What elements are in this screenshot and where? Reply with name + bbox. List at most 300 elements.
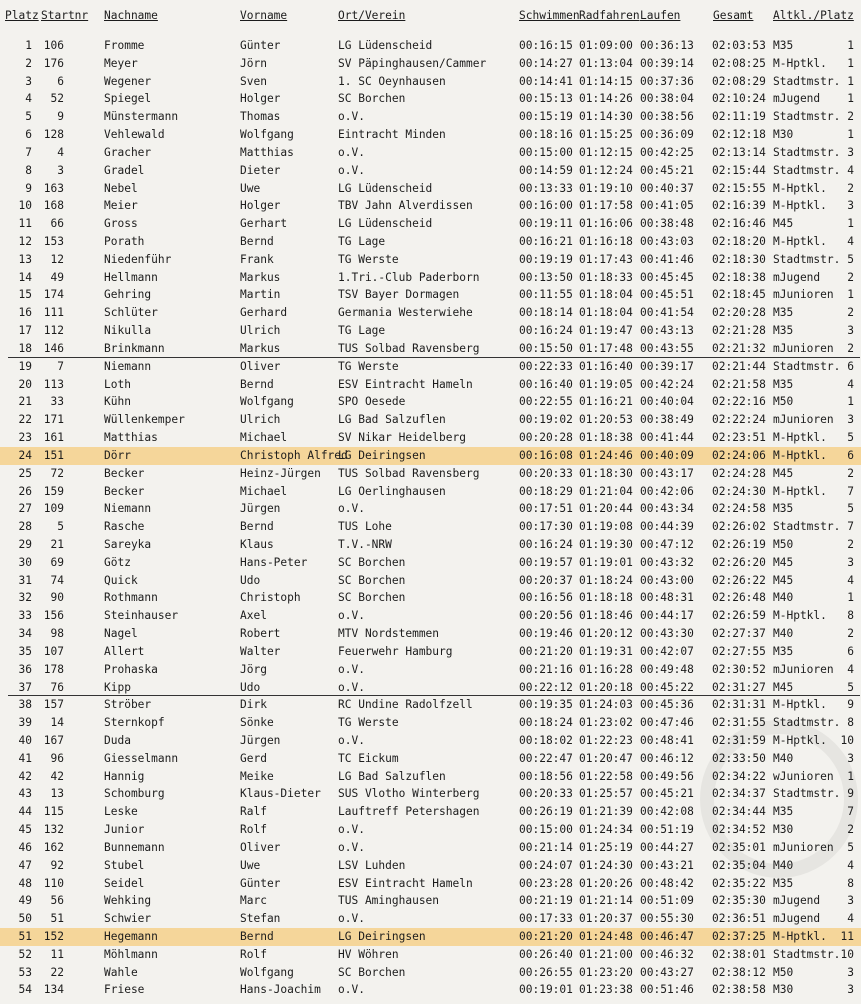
- cell-ak-platz: 4: [847, 573, 854, 587]
- cell-platz: 30: [18, 555, 32, 569]
- cell-vorname: Wolfgang: [240, 128, 294, 142]
- cell-ak-platz: 1: [847, 92, 854, 106]
- cell-nachname: Wüllenkemper: [104, 413, 185, 427]
- cell-altersklasse: M50: [773, 965, 794, 979]
- cell-radfahren: 01:20:37: [579, 912, 633, 926]
- cell-ak-platz: 5: [847, 840, 854, 854]
- cell-platz: 25: [18, 466, 32, 480]
- cell-radfahren: 01:09:00: [579, 39, 633, 52]
- cell-nachname: Junior: [104, 823, 145, 837]
- cell-ort-verein: T.V.-NRW: [338, 537, 392, 551]
- cell-radfahren: 01:19:10: [579, 181, 633, 195]
- cell-nachname: Meier: [104, 199, 138, 213]
- cell-startnr: 52: [50, 92, 64, 106]
- cell-startnr: 128: [43, 128, 64, 142]
- cell-vorname: Oliver: [240, 359, 281, 373]
- cell-radfahren: 01:19:01: [579, 555, 633, 569]
- cell-vorname: Jörg: [240, 662, 267, 676]
- cell-radfahren: 01:16:06: [579, 217, 633, 231]
- cell-platz: 1: [25, 39, 32, 52]
- cell-gesamt: 02:27:37: [712, 627, 766, 641]
- cell-ak-platz: 2: [847, 627, 854, 641]
- cell-ak-platz: 3: [847, 965, 854, 979]
- cell-platz: 12: [18, 235, 32, 249]
- cell-laufen: 00:43:32: [640, 555, 694, 569]
- cell-vorname: Wolfgang: [240, 965, 294, 979]
- cell-ak-platz: 1: [847, 128, 854, 142]
- cell-altersklasse: mJunioren: [773, 341, 834, 355]
- cell-laufen: 00:43:17: [640, 466, 694, 480]
- cell-ak-platz: 1: [847, 217, 854, 231]
- cell-platz: 48: [18, 876, 32, 890]
- cell-startnr: 134: [43, 983, 64, 997]
- cell-nachname: Quick: [104, 573, 138, 587]
- cell-schwimmen: 00:22:55: [519, 395, 573, 409]
- table-row: [0, 90, 861, 108]
- cell-ak-platz: 6: [847, 448, 854, 462]
- header-startnr: Startnr: [41, 9, 89, 22]
- cell-ort-verein: SC Borchen: [338, 573, 406, 587]
- cell-gesamt: 02:21:32: [712, 341, 766, 355]
- cell-radfahren: 01:24:03: [579, 698, 633, 712]
- cell-nachname: Wegener: [104, 74, 152, 88]
- cell-gesamt: 02:33:50: [712, 751, 766, 765]
- cell-platz: 23: [18, 431, 32, 445]
- cell-altersklasse: mJunioren: [773, 662, 834, 676]
- cell-schwimmen: 00:17:33: [519, 912, 573, 926]
- header-altersklasse-platz: Altkl./Platz: [773, 9, 854, 22]
- table-row: [0, 928, 861, 946]
- cell-nachname: Hellmann: [104, 270, 158, 284]
- cell-gesamt: 02:24:06: [712, 448, 766, 462]
- cell-gesamt: 02:31:27: [712, 680, 766, 694]
- cell-startnr: 161: [43, 431, 64, 445]
- cell-altersklasse: M40: [773, 858, 794, 872]
- cell-radfahren: 01:24:48: [579, 930, 633, 943]
- table-row: [0, 875, 861, 893]
- cell-platz: 31: [18, 573, 32, 587]
- cell-laufen: 00:40:04: [640, 395, 694, 409]
- cell-ak-platz: 2: [847, 270, 854, 284]
- cell-nachname: Gehring: [104, 288, 152, 302]
- cell-ort-verein: LG Bad Salzuflen: [338, 413, 446, 427]
- cell-vorname: Hans-Joachim: [240, 983, 321, 997]
- cell-vorname: Rolf: [240, 947, 267, 961]
- table-row: [0, 714, 861, 732]
- cell-gesamt: 02:16:46: [712, 217, 766, 231]
- cell-altersklasse: M30: [773, 983, 794, 997]
- cell-platz: 26: [18, 484, 32, 498]
- cell-radfahren: 01:21:00: [579, 947, 633, 961]
- cell-ak-platz: 1: [847, 591, 854, 605]
- cell-altersklasse: mJunioren: [773, 288, 834, 302]
- cell-altersklasse: M-Hptkl.: [773, 609, 827, 623]
- cell-platz: 14: [18, 270, 32, 284]
- cell-gesamt: 02:18:30: [712, 252, 766, 266]
- table-row: [0, 946, 861, 964]
- cell-gesamt: 02:26:59: [712, 609, 766, 623]
- cell-ak-platz: 2: [847, 537, 854, 551]
- cell-gesamt: 02:23:51: [712, 431, 766, 445]
- cell-gesamt: 02:27:55: [712, 644, 766, 658]
- cell-altersklasse: M40: [773, 591, 794, 605]
- cell-laufen: 00:41:44: [640, 431, 694, 445]
- table-row: [0, 251, 861, 269]
- table-row: [0, 500, 861, 518]
- cell-vorname: Udo: [240, 573, 261, 587]
- cell-schwimmen: 00:22:12: [519, 680, 573, 694]
- cell-ort-verein: SC Borchen: [338, 965, 406, 979]
- cell-platz: 17: [18, 324, 32, 338]
- cell-radfahren: 01:16:40: [579, 359, 633, 373]
- cell-laufen: 00:36:09: [640, 128, 694, 142]
- cell-radfahren: 01:13:04: [579, 56, 633, 70]
- cell-gesamt: 02:18:20: [712, 235, 766, 249]
- cell-radfahren: 01:18:46: [579, 609, 633, 623]
- cell-ak-platz: 8: [847, 876, 854, 890]
- cell-startnr: 163: [43, 181, 64, 195]
- cell-altersklasse: M45: [773, 217, 794, 231]
- cell-platz: 7: [25, 145, 32, 159]
- cell-ort-verein: SC Borchen: [338, 555, 406, 569]
- cell-nachname: Giesselmann: [104, 751, 179, 765]
- cell-platz: 40: [18, 733, 32, 747]
- cell-schwimmen: 00:16:15: [519, 39, 573, 52]
- cell-startnr: 156: [43, 609, 64, 623]
- cell-gesamt: 02:35:22: [712, 876, 766, 890]
- cell-altersklasse: mJugend: [773, 92, 821, 106]
- cell-schwimmen: 00:19:35: [519, 698, 573, 712]
- cell-nachname: Gross: [104, 217, 138, 231]
- cell-radfahren: 01:24:34: [579, 823, 633, 837]
- table-row: [0, 572, 861, 590]
- cell-gesamt: 02:21:28: [712, 324, 766, 338]
- cell-platz: 28: [18, 520, 32, 534]
- cell-gesamt: 02:12:18: [712, 128, 766, 142]
- cell-radfahren: 01:20:12: [579, 627, 633, 641]
- header-schwimmen: Schwimmen: [519, 9, 580, 22]
- cell-ort-verein: o.V.: [338, 983, 365, 997]
- cell-schwimmen: 00:19:11: [519, 217, 573, 231]
- cell-platz: 20: [18, 377, 32, 391]
- cell-platz: 49: [18, 894, 32, 908]
- cell-ort-verein: TG Werste: [338, 716, 399, 730]
- cell-startnr: 92: [50, 858, 64, 872]
- table-row: [0, 964, 861, 982]
- cell-altersklasse: M50: [773, 537, 794, 551]
- cell-radfahren: 01:16:18: [579, 235, 633, 249]
- cell-radfahren: 01:14:15: [579, 74, 633, 88]
- cell-laufen: 00:51:09: [640, 894, 694, 908]
- cell-nachname: Allert: [104, 644, 145, 658]
- cell-vorname: Gerhard: [240, 306, 288, 320]
- table-row: [0, 55, 861, 73]
- cell-platz: 19: [18, 359, 32, 373]
- cell-radfahren: 01:19:47: [579, 324, 633, 338]
- cell-startnr: 151: [43, 448, 64, 462]
- cell-laufen: 00:45:21: [640, 163, 694, 177]
- cell-ak-platz: 7: [847, 520, 854, 534]
- cell-gesamt: 02:38:58: [712, 983, 766, 997]
- cell-ort-verein: o.V.: [338, 502, 365, 516]
- cell-ort-verein: TBV Jahn Alverdissen: [338, 199, 473, 213]
- cell-laufen: 00:43:00: [640, 573, 694, 587]
- cell-laufen: 00:42:25: [640, 145, 694, 159]
- cell-ort-verein: Germania Westerwiehe: [338, 306, 473, 320]
- cell-altersklasse: mJugend: [773, 912, 821, 926]
- cell-startnr: 9: [57, 110, 64, 124]
- cell-gesamt: 02:38:01: [712, 947, 766, 961]
- cell-schwimmen: 00:19:57: [519, 555, 573, 569]
- cell-ak-platz: 4: [847, 912, 854, 926]
- cell-radfahren: 01:21:14: [579, 894, 633, 908]
- cell-altersklasse: M45: [773, 555, 794, 569]
- table-row: [0, 286, 861, 304]
- cell-nachname: Sareyka: [104, 537, 152, 551]
- cell-vorname: Markus: [240, 341, 281, 355]
- cell-schwimmen: 00:20:33: [519, 466, 573, 480]
- cell-gesamt: 02:26:20: [712, 555, 766, 569]
- cell-schwimmen: 00:20:56: [519, 609, 573, 623]
- cell-laufen: 00:40:37: [640, 181, 694, 195]
- cell-vorname: Martin: [240, 288, 281, 302]
- table-row: [0, 233, 861, 251]
- cell-ak-platz: 2: [847, 181, 854, 195]
- cell-gesamt: 02:36:51: [712, 912, 766, 926]
- cell-ak-platz: 8: [847, 609, 854, 623]
- table-row: [0, 554, 861, 572]
- table-row: [0, 304, 861, 322]
- cell-startnr: 7: [57, 359, 64, 373]
- cell-platz: 52: [18, 947, 32, 961]
- cell-gesamt: 02:21:58: [712, 377, 766, 391]
- cell-laufen: 00:47:12: [640, 537, 694, 551]
- cell-ak-platz: 11: [840, 930, 854, 943]
- cell-platz: 43: [18, 787, 32, 801]
- cell-vorname: Matthias: [240, 145, 294, 159]
- cell-radfahren: 01:16:28: [579, 662, 633, 676]
- cell-gesamt: 02:22:16: [712, 395, 766, 409]
- cell-platz: 9: [25, 181, 32, 195]
- cell-nachname: Bunnemann: [104, 840, 165, 854]
- cell-startnr: 66: [50, 217, 64, 231]
- cell-vorname: Bernd: [240, 930, 274, 943]
- cell-altersklasse: Stadtmstr.: [773, 252, 841, 266]
- cell-ak-platz: 3: [847, 983, 854, 997]
- cell-ak-platz: 6: [847, 359, 854, 373]
- cell-laufen: 00:38:48: [640, 217, 694, 231]
- cell-nachname: Matthias: [104, 431, 158, 445]
- table-row: [0, 322, 861, 340]
- cell-vorname: Thomas: [240, 110, 281, 124]
- cell-laufen: 00:39:14: [640, 56, 694, 70]
- cell-schwimmen: 00:26:55: [519, 965, 573, 979]
- cell-ak-platz: 1: [847, 39, 854, 52]
- cell-ak-platz: 1: [847, 769, 854, 783]
- cell-ort-verein: LSV Luhden: [338, 858, 406, 872]
- cell-startnr: 113: [43, 377, 64, 391]
- cell-ort-verein: o.V.: [338, 110, 365, 124]
- cell-gesamt: 02:22:24: [712, 413, 766, 427]
- cell-radfahren: 01:19:08: [579, 520, 633, 534]
- cell-nachname: Niemann: [104, 359, 152, 373]
- cell-radfahren: 01:22:23: [579, 733, 633, 747]
- table-row: [0, 857, 861, 875]
- table-row: [0, 661, 861, 679]
- cell-ort-verein: TG Lage: [338, 324, 386, 338]
- cell-platz: 38: [18, 698, 32, 712]
- cell-vorname: Walter: [240, 644, 281, 658]
- cell-radfahren: 01:20:44: [579, 502, 633, 516]
- header-vorname: Vorname: [240, 9, 288, 22]
- cell-startnr: 167: [43, 733, 64, 747]
- cell-ort-verein: o.V.: [338, 680, 365, 694]
- cell-startnr: 111: [43, 306, 64, 320]
- cell-gesamt: 02:11:19: [712, 110, 766, 124]
- cell-gesamt: 02:34:22: [712, 769, 766, 783]
- cell-altersklasse: mJugend: [773, 894, 821, 908]
- cell-ort-verein: o.V.: [338, 163, 365, 177]
- cell-gesamt: 02:34:44: [712, 805, 766, 819]
- cell-altersklasse: M35: [773, 644, 794, 658]
- cell-nachname: Stubel: [104, 858, 145, 872]
- cell-altersklasse: M-Hptkl.: [773, 56, 827, 70]
- cell-nachname: Wehking: [104, 894, 152, 908]
- cell-nachname: Dörr: [104, 448, 131, 462]
- cell-startnr: 146: [43, 341, 64, 355]
- cell-platz: 18: [18, 341, 32, 355]
- cell-startnr: 76: [50, 680, 64, 694]
- cell-radfahren: 01:23:38: [579, 983, 633, 997]
- cell-schwimmen: 00:20:33: [519, 787, 573, 801]
- cell-ort-verein: o.V.: [338, 733, 365, 747]
- cell-ak-platz: 2: [847, 341, 854, 355]
- cell-schwimmen: 00:14:27: [519, 56, 573, 70]
- cell-vorname: Ralf: [240, 805, 267, 819]
- cell-platz: 5: [25, 110, 32, 124]
- cell-schwimmen: 00:15:00: [519, 823, 573, 837]
- cell-radfahren: 01:23:02: [579, 716, 633, 730]
- cell-ak-platz: 4: [847, 662, 854, 676]
- cell-vorname: Uwe: [240, 858, 261, 872]
- cell-platz: 4: [25, 92, 32, 106]
- cell-laufen: 00:55:30: [640, 912, 694, 926]
- cell-schwimmen: 00:16:08: [519, 448, 573, 462]
- cell-laufen: 00:48:42: [640, 876, 694, 890]
- cell-startnr: 109: [43, 502, 64, 516]
- cell-altersklasse: M30: [773, 823, 794, 837]
- cell-radfahren: 01:19:30: [579, 537, 633, 551]
- header-laufen: Laufen: [640, 9, 681, 22]
- table-row: [0, 803, 861, 821]
- cell-schwimmen: 00:11:55: [519, 288, 573, 302]
- cell-vorname: Klaus-Dieter: [240, 787, 321, 801]
- cell-laufen: 00:38:56: [640, 110, 694, 124]
- cell-laufen: 00:44:39: [640, 520, 694, 534]
- cell-startnr: 168: [43, 199, 64, 213]
- cell-nachname: Becker: [104, 466, 145, 480]
- cell-vorname: Michael: [240, 484, 288, 498]
- cell-startnr: 107: [43, 644, 64, 658]
- cell-ak-platz: 5: [847, 502, 854, 516]
- cell-laufen: 00:43:34: [640, 502, 694, 516]
- cell-vorname: Markus: [240, 270, 281, 284]
- cell-laufen: 00:43:27: [640, 965, 694, 979]
- cell-laufen: 00:49:56: [640, 769, 694, 783]
- cell-schwimmen: 00:21:14: [519, 840, 573, 854]
- cell-ak-platz: 7: [847, 805, 854, 819]
- cell-startnr: 4: [57, 145, 64, 159]
- table-row: [0, 144, 861, 162]
- cell-schwimmen: 00:21:19: [519, 894, 573, 908]
- cell-vorname: Klaus: [240, 537, 274, 551]
- cell-ort-verein: o.V.: [338, 609, 365, 623]
- cell-altersklasse: M45: [773, 680, 794, 694]
- cell-ort-verein: RC Undine Radolfzell: [338, 698, 473, 712]
- cell-startnr: 153: [43, 235, 64, 249]
- cell-startnr: 178: [43, 662, 64, 676]
- cell-schwimmen: 00:18:14: [519, 306, 573, 320]
- cell-gesamt: 02:15:44: [712, 163, 766, 177]
- cell-ak-platz: 3: [847, 413, 854, 427]
- cell-platz: 42: [18, 769, 32, 783]
- cell-nachname: Gradel: [104, 163, 145, 177]
- cell-laufen: 00:43:55: [640, 341, 694, 355]
- cell-radfahren: 01:21:04: [579, 484, 633, 498]
- cell-nachname: Prohaska: [104, 662, 158, 676]
- cell-ak-platz: 8: [847, 716, 854, 730]
- cell-laufen: 00:38:04: [640, 92, 694, 106]
- cell-radfahren: 01:18:18: [579, 591, 633, 605]
- cell-gesamt: 02:20:28: [712, 306, 766, 320]
- cell-radfahren: 01:24:46: [579, 448, 633, 462]
- cell-platz: 10: [18, 199, 32, 213]
- cell-laufen: 00:39:17: [640, 359, 694, 373]
- cell-ak-platz: 1: [847, 288, 854, 302]
- cell-radfahren: 01:12:15: [579, 145, 633, 159]
- cell-radfahren: 01:12:24: [579, 163, 633, 177]
- cell-altersklasse: M35: [773, 306, 794, 320]
- cell-schwimmen: 00:26:40: [519, 947, 573, 961]
- cell-platz: 35: [18, 644, 32, 658]
- cell-vorname: Stefan: [240, 912, 281, 926]
- cell-laufen: 00:48:31: [640, 591, 694, 605]
- table-row: [0, 536, 861, 554]
- cell-gesamt: 02:30:52: [712, 662, 766, 676]
- cell-vorname: Christoph: [240, 591, 301, 605]
- cell-altersklasse: wJunioren: [773, 769, 834, 783]
- cell-vorname: Michael: [240, 431, 288, 445]
- cell-gesamt: 02:26:02: [712, 520, 766, 534]
- cell-ort-verein: TUS Solbad Ravensberg: [338, 466, 480, 480]
- cell-nachname: Fromme: [104, 39, 145, 52]
- cell-startnr: 5: [57, 520, 64, 534]
- table-row: [0, 37, 861, 55]
- cell-startnr: 72: [50, 466, 64, 480]
- cell-ak-platz: 5: [847, 252, 854, 266]
- cell-nachname: Niedenführ: [104, 252, 172, 266]
- cell-startnr: 12: [50, 252, 64, 266]
- cell-platz: 21: [18, 395, 32, 409]
- cell-ak-platz: 4: [847, 377, 854, 391]
- cell-vorname: Ulrich: [240, 324, 281, 338]
- cell-altersklasse: M35: [773, 324, 794, 338]
- table-row: [0, 732, 861, 750]
- cell-vorname: Jürgen: [240, 733, 281, 747]
- cell-gesamt: 02:15:55: [712, 181, 766, 195]
- cell-radfahren: 01:19:31: [579, 644, 633, 658]
- cell-vorname: Uwe: [240, 181, 261, 195]
